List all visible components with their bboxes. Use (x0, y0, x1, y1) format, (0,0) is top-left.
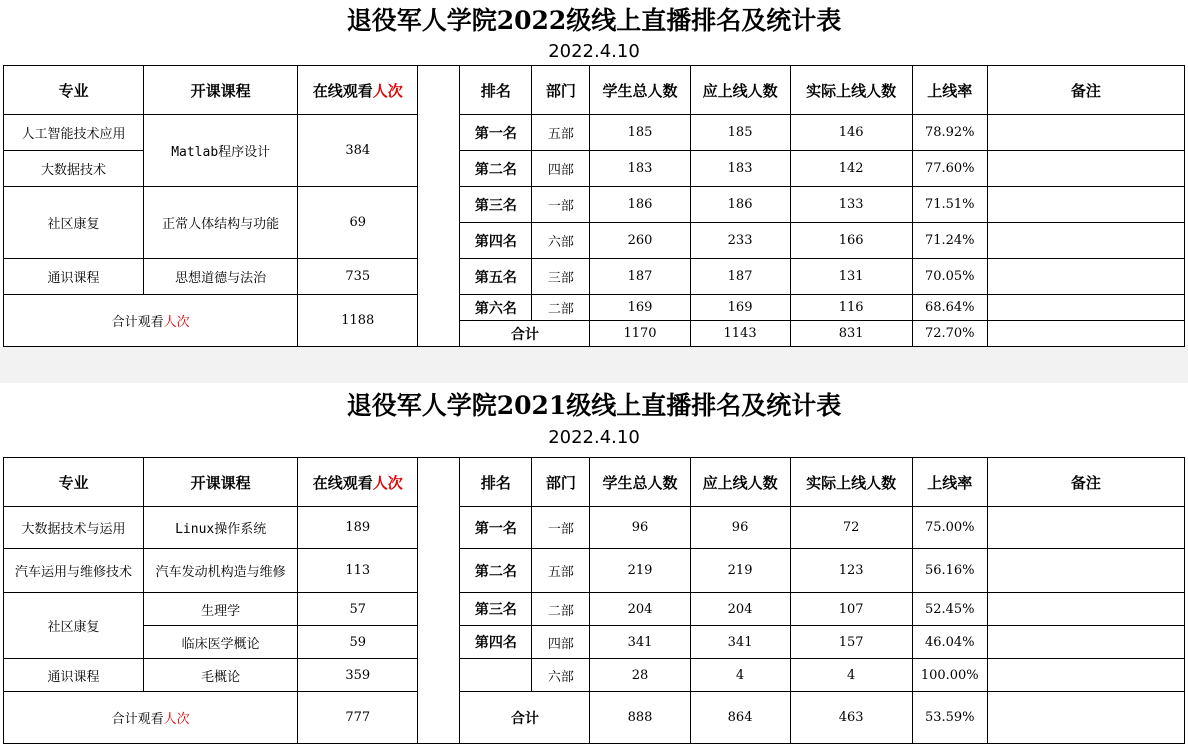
expected-cell: 169 (690, 295, 790, 321)
header-rank: 排名 (460, 458, 532, 507)
views-cell: 69 (298, 187, 418, 259)
rate-cell: 75.00% (912, 507, 987, 549)
dept-cell: 二部 (532, 295, 590, 321)
total-cell: 96 (590, 507, 690, 549)
major-cell: 汽车运用与维修技术 (4, 549, 144, 593)
total-cell: 341 (590, 626, 690, 659)
expected-cell: 204 (690, 593, 790, 626)
actual-cell: 107 (790, 593, 912, 626)
major-cell: 通识课程 (4, 259, 144, 295)
header-dept: 部门 (532, 66, 590, 115)
rate-cell: 71.24% (912, 223, 987, 259)
major-cell: 通识课程 (4, 659, 144, 692)
note-cell (987, 295, 1184, 321)
rate-cell: 52.45% (912, 593, 987, 626)
views-cell: 359 (298, 659, 418, 692)
actual-cell: 72 (790, 507, 912, 549)
major-cell: 人工智能技术应用 (4, 115, 144, 151)
ranking-total-rate: 72.70% (912, 321, 987, 347)
table-gap (418, 66, 460, 347)
total-views-value: 1188 (298, 295, 418, 347)
rate-cell: 70.05% (912, 259, 987, 295)
actual-cell: 123 (790, 549, 912, 593)
header-expected: 应上线人数 (690, 66, 790, 115)
total-cell: 219 (590, 549, 690, 593)
header-rate: 上线率 (912, 458, 987, 507)
actual-cell: 142 (790, 151, 912, 187)
total-cell: 186 (590, 187, 690, 223)
rate-cell: 71.51% (912, 187, 987, 223)
ranking-total-expected: 864 (690, 692, 790, 744)
note-cell (987, 549, 1184, 593)
dept-cell: 一部 (532, 187, 590, 223)
ranking-total-students: 1170 (590, 321, 690, 347)
header-major: 专业 (4, 66, 144, 115)
expected-cell: 187 (690, 259, 790, 295)
views-cell: 735 (298, 259, 418, 295)
note-cell (987, 626, 1184, 659)
rate-cell: 46.04% (912, 626, 987, 659)
actual-cell: 116 (790, 295, 912, 321)
sheet1-title: 退役军人学院2022级线上直播排名及统计表 (346, 6, 842, 35)
actual-cell: 166 (790, 223, 912, 259)
note-cell (987, 223, 1184, 259)
ranking-total-label: 合计 (460, 321, 590, 347)
course-cell: Linux操作系统 (144, 507, 298, 549)
dept-cell: 一部 (532, 507, 590, 549)
expected-cell: 219 (690, 549, 790, 593)
total-views-value: 777 (298, 692, 418, 744)
views-cell: 384 (298, 115, 418, 187)
actual-cell: 133 (790, 187, 912, 223)
ranking-total-students: 888 (590, 692, 690, 744)
sheet-separator (0, 347, 1188, 383)
header-dept: 部门 (532, 458, 590, 507)
expected-cell: 4 (690, 659, 790, 692)
major-cell: 大数据技术与运用 (4, 507, 144, 549)
header-views: 在线观看人次 (298, 66, 418, 115)
course-cell: 思想道德与法治 (144, 259, 298, 295)
rank-cell: 第一名 (460, 115, 532, 151)
header-note: 备注 (987, 66, 1184, 115)
expected-cell: 186 (690, 187, 790, 223)
actual-cell: 157 (790, 626, 912, 659)
sheet1-table (3, 65, 1185, 347)
rank-cell: 第三名 (460, 187, 532, 223)
note-cell (987, 187, 1184, 223)
note-cell (987, 692, 1184, 744)
total-cell: 185 (590, 115, 690, 151)
rank-cell: 第三名 (460, 593, 532, 626)
expected-cell: 96 (690, 507, 790, 549)
ranking-total-label: 合计 (460, 692, 590, 744)
total-cell: 260 (590, 223, 690, 259)
dept-cell: 二部 (532, 593, 590, 626)
rank-cell: 第四名 (460, 626, 532, 659)
note-cell (987, 259, 1184, 295)
dept-cell: 五部 (532, 549, 590, 593)
views-cell: 57 (298, 593, 418, 626)
total-cell: 183 (590, 151, 690, 187)
rank-cell: 第六名 (460, 295, 532, 321)
dept-cell: 四部 (532, 151, 590, 187)
rank-cell: 第五名 (460, 259, 532, 295)
header-note: 备注 (987, 458, 1184, 507)
expected-cell: 233 (690, 223, 790, 259)
rate-cell: 77.60% (912, 151, 987, 187)
expected-cell: 185 (690, 115, 790, 151)
total-cell: 204 (590, 593, 690, 626)
total-cell: 28 (590, 659, 690, 692)
note-cell (987, 507, 1184, 549)
header-course: 开课课程 (144, 458, 298, 507)
views-cell: 113 (298, 549, 418, 593)
table-gap (418, 458, 460, 744)
dept-cell: 三部 (532, 259, 590, 295)
ranking-total-actual: 831 (790, 321, 912, 347)
note-cell (987, 151, 1184, 187)
header-major: 专业 (4, 458, 144, 507)
ranking-total-rate: 53.59% (912, 692, 987, 744)
course-cell: 生理学 (144, 593, 298, 626)
major-cell: 社区康复 (4, 593, 144, 659)
header-course: 开课课程 (144, 66, 298, 115)
dept-cell: 五部 (532, 115, 590, 151)
course-cell: 毛概论 (144, 659, 298, 692)
course-cell: 汽车发动机构造与维修 (144, 549, 298, 593)
total-views-label: 合计观看人次 (4, 295, 298, 347)
header-rank: 排名 (460, 66, 532, 115)
header-actual: 实际上线人数 (790, 458, 912, 507)
rank-cell: 第一名 (460, 507, 532, 549)
total-cell: 169 (590, 295, 690, 321)
total-cell: 187 (590, 259, 690, 295)
total-views-label: 合计观看人次 (4, 692, 298, 744)
actual-cell: 131 (790, 259, 912, 295)
expected-cell: 183 (690, 151, 790, 187)
course-cell: 正常人体结构与功能 (144, 187, 298, 259)
rate-cell: 78.92% (912, 115, 987, 151)
ranking-total-expected: 1143 (690, 321, 790, 347)
dept-cell: 六部 (532, 659, 590, 692)
header-rate: 上线率 (912, 66, 987, 115)
major-cell: 大数据技术 (4, 151, 144, 187)
header-views: 在线观看人次 (298, 458, 418, 507)
rank-cell: 第二名 (460, 549, 532, 593)
rank-cell: 第四名 (460, 223, 532, 259)
sheet2-title: 退役军人学院2021级线上直播排名及统计表 (346, 391, 842, 420)
rank-cell: 第二名 (460, 151, 532, 187)
rate-cell: 100.00% (912, 659, 987, 692)
note-cell (987, 115, 1184, 151)
sheet2-table (3, 457, 1185, 744)
sheet2-date: 2022.4.10 (548, 427, 640, 448)
major-cell: 社区康复 (4, 187, 144, 259)
sheet1-date: 2022.4.10 (548, 41, 640, 62)
header-total: 学生总人数 (590, 458, 690, 507)
rate-cell: 56.16% (912, 549, 987, 593)
note-cell (987, 593, 1184, 626)
rate-cell: 68.64% (912, 295, 987, 321)
course-cell: Matlab程序设计 (144, 115, 298, 187)
expected-cell: 341 (690, 626, 790, 659)
views-cell: 189 (298, 507, 418, 549)
header-actual: 实际上线人数 (790, 66, 912, 115)
dept-cell: 四部 (532, 626, 590, 659)
header-total: 学生总人数 (590, 66, 690, 115)
dept-cell: 六部 (532, 223, 590, 259)
note-cell (987, 321, 1184, 347)
header-expected: 应上线人数 (690, 458, 790, 507)
actual-cell: 4 (790, 659, 912, 692)
rank-cell (460, 659, 532, 692)
actual-cell: 146 (790, 115, 912, 151)
note-cell (987, 659, 1184, 692)
ranking-total-actual: 463 (790, 692, 912, 744)
course-cell: 临床医学概论 (144, 626, 298, 659)
views-cell: 59 (298, 626, 418, 659)
